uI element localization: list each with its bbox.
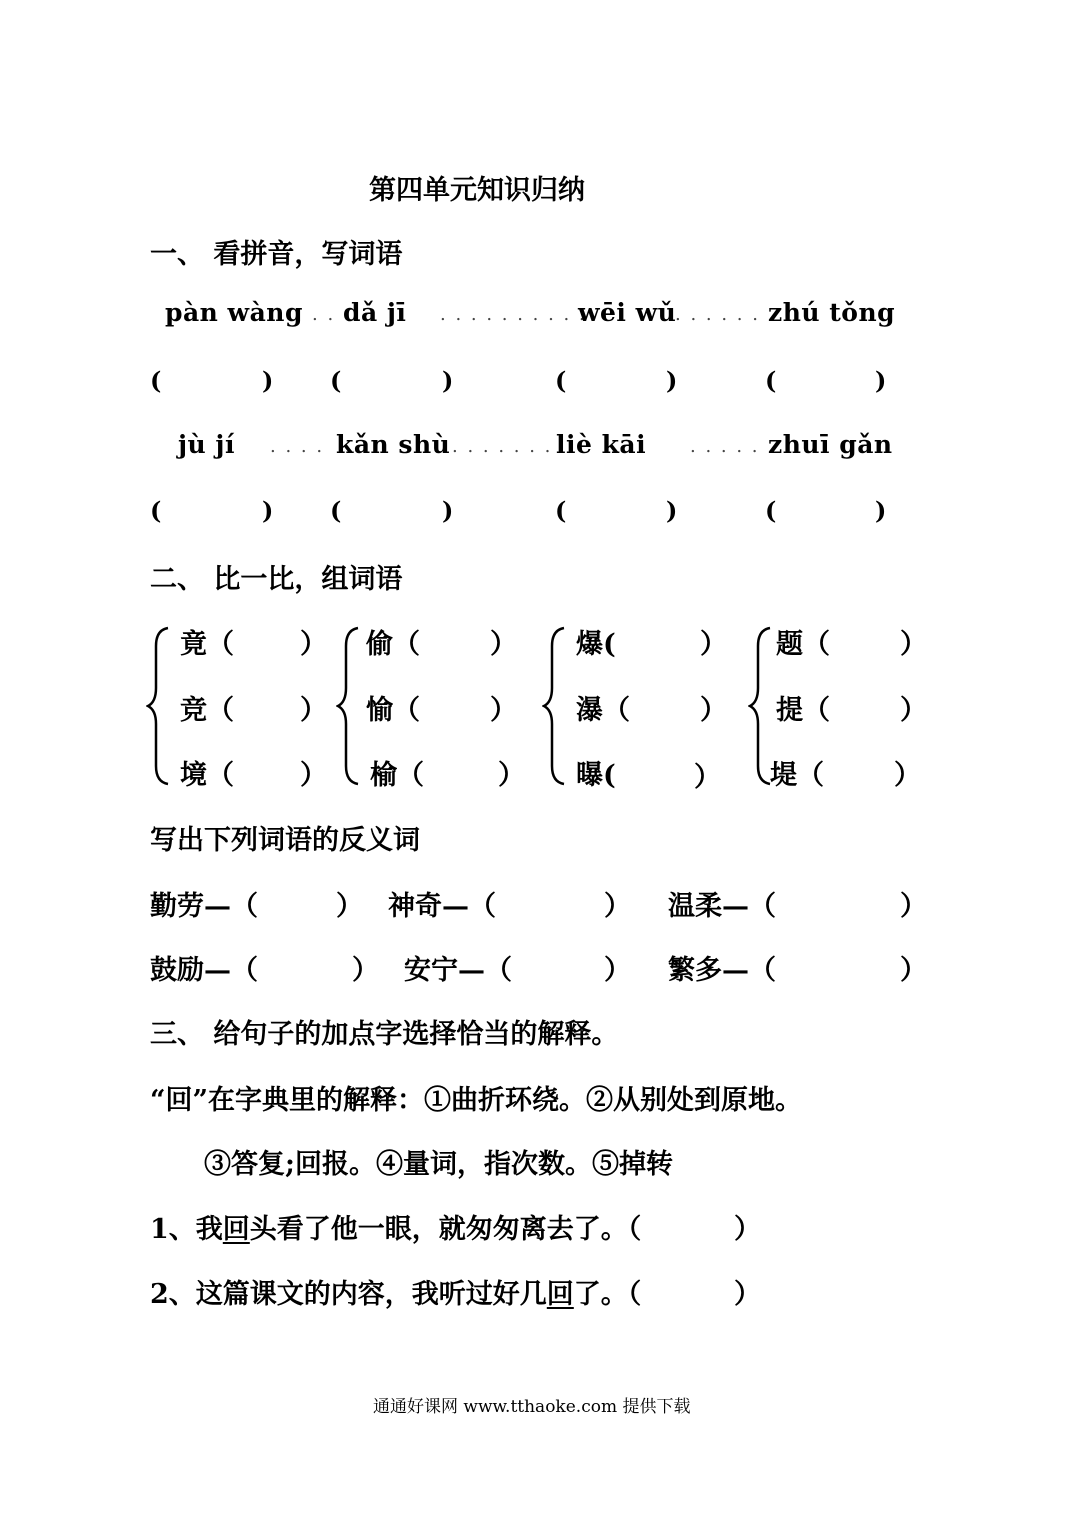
compare-char: 愉（ <box>366 695 420 726</box>
answer-paren-close: ) <box>666 496 678 525</box>
antonym-item: 温柔—（ <box>668 891 776 922</box>
answer-paren-open: ( <box>555 496 567 525</box>
compare-close: ） <box>900 695 927 726</box>
section1-heading: 一、 看拼音，写词语 <box>150 239 403 270</box>
pinyin-item: pàn wàng <box>165 298 303 327</box>
marked-char: 回 <box>222 1214 250 1245</box>
compare-char: 竞（ <box>180 695 234 726</box>
answer-paren-close: ) <box>262 496 274 525</box>
antonym-close: ） <box>336 891 363 922</box>
answer-paren-open: ( <box>150 496 162 525</box>
dotted-filler: . . . . . . . . . . <box>440 304 587 325</box>
brace-icon <box>542 626 568 786</box>
question-2 <box>150 1272 641 1311</box>
antonym-item: 安宁—（ <box>404 955 512 986</box>
question-1 <box>150 1207 641 1246</box>
compare-close: ） <box>490 695 517 726</box>
page-title: 第四单元知识归纳 <box>369 175 585 206</box>
antonym-close: ） <box>604 891 631 922</box>
pinyin-item: zhú tǒng <box>768 298 896 327</box>
brace-icon <box>146 626 172 786</box>
compare-char: 瀑（ <box>576 695 630 726</box>
compare-char: 题（ <box>776 629 830 660</box>
compare-close: ） <box>300 629 327 660</box>
compare-char: 境（ <box>180 760 234 791</box>
answer-paren-open: ( <box>765 496 777 525</box>
compare-close: ） <box>300 695 327 726</box>
compare-char: 爆( <box>576 629 616 660</box>
compare-close: ） <box>700 629 727 660</box>
compare-char: 提（ <box>776 695 830 726</box>
pinyin-item: kǎn shù <box>336 430 451 459</box>
compare-close: ） <box>490 629 517 660</box>
answer-paren-close: ) <box>442 366 454 395</box>
marked-char: 回 <box>546 1279 574 1310</box>
compare-close: ） <box>694 762 721 793</box>
antonym-close: ） <box>900 891 927 922</box>
antonym-close: ） <box>604 955 631 986</box>
antonym-item: 神奇—（ <box>388 891 496 922</box>
pinyin-item: wēi wǔ <box>578 298 677 327</box>
answer-paren-close: ) <box>262 366 274 395</box>
compare-char: 榆（ <box>370 760 424 791</box>
compare-close: ） <box>300 760 327 791</box>
answer-paren-open: ( <box>330 366 342 395</box>
compare-char: 曝( <box>576 760 616 791</box>
dotted-filler: . . . . . <box>690 436 760 457</box>
dotted-filler: . . . . . . <box>675 304 760 325</box>
compare-close: ） <box>894 760 921 791</box>
answer-paren-close: ) <box>666 366 678 395</box>
footer-source: 通通好课网 www.tthaoke.com 提供下载 <box>373 1397 691 1417</box>
section3-heading: 三、 给句子的加点字选择恰当的解释。 <box>150 1019 619 1050</box>
pinyin-item: liè kāi <box>556 430 647 459</box>
answer-paren-open: ( <box>555 366 567 395</box>
question-prefix: 1、我 <box>150 1214 223 1245</box>
question-text: 了。（ <box>573 1279 642 1310</box>
answer-paren-close: ) <box>442 496 454 525</box>
answer-paren-close: ) <box>875 496 887 525</box>
compare-close: ） <box>700 695 727 726</box>
compare-close: ） <box>498 760 525 791</box>
compare-char: 偷（ <box>366 629 420 660</box>
answer-paren-close: ) <box>875 366 887 395</box>
pinyin-item: dǎ jī <box>343 298 407 327</box>
compare-char: 竟（ <box>180 629 234 660</box>
compare-char: 堤（ <box>770 760 824 791</box>
section2-heading: 二、 比一比，组词语 <box>150 564 403 595</box>
antonym-heading: 写出下列词语的反义词 <box>150 825 420 856</box>
brace-icon <box>336 626 362 786</box>
antonym-close: ） <box>900 955 927 986</box>
pinyin-item: zhuī gǎn <box>768 430 893 459</box>
dotted-filler: . . <box>312 304 336 325</box>
answer-paren-open: ( <box>150 366 162 395</box>
dotted-filler: . . . . . . . <box>452 436 553 457</box>
answer-paren-open: ( <box>765 366 777 395</box>
antonym-item: 繁多—（ <box>668 955 776 986</box>
antonym-item: 鼓励—（ <box>150 955 258 986</box>
definition-line: “回”在字典里的解释：①曲折环绕。②从别处到原地。 <box>150 1085 803 1116</box>
question-close: ） <box>734 1279 761 1310</box>
question-text: 头看了他一眼，就匆匆离去了。（ <box>249 1214 642 1245</box>
definition-line: ③答复;回报。④量词，指次数。⑤掉转 <box>204 1149 673 1180</box>
question-prefix: 2、这篇课文的内容，我听过好几 <box>150 1279 547 1310</box>
antonym-close: ） <box>352 955 379 986</box>
question-close: ） <box>734 1214 761 1245</box>
answer-paren-open: ( <box>330 496 342 525</box>
antonym-item: 勤劳—（ <box>150 891 258 922</box>
dotted-filler: . . . . <box>270 436 325 457</box>
pinyin-item: jù jí <box>178 430 235 459</box>
compare-close: ） <box>900 629 927 660</box>
